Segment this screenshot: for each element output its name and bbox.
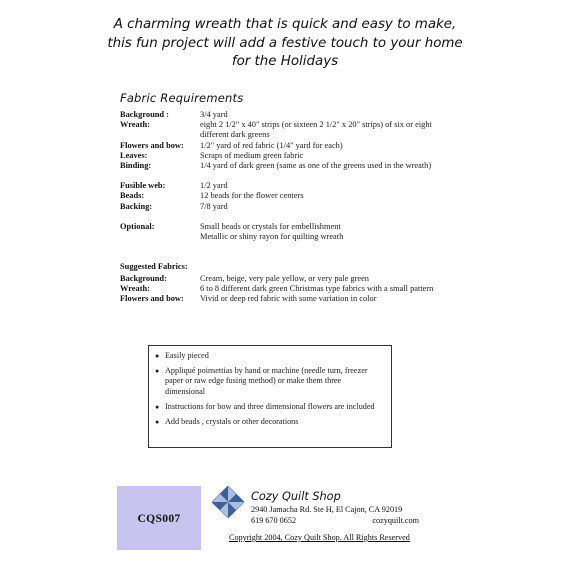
requirement-row (120, 151, 450, 161)
suggested-value: 6 to 8 different dark green Christmas type fabrics with a small pattern (200, 284, 434, 294)
requirement-value: Scraps of medium green fabric (200, 150, 304, 160)
feature-item (155, 417, 383, 427)
requirement-row (120, 181, 450, 191)
bullet-icon: ● (155, 402, 160, 411)
feature-item (155, 402, 383, 412)
bullet-icon: ● (155, 418, 160, 427)
requirement-row (120, 161, 450, 171)
feature-text: Appliqué poinsettias by hand or machine (needle turn, freezer paper or raw edge fusing method) or make them three dimensional (165, 366, 368, 396)
feature-text: Instructions for bow and three dimensional flowers are included (165, 401, 375, 411)
headline-line-2: this fun project will add a festive touch to your home (107, 35, 463, 51)
headline-line-3: for the Holidays (231, 54, 339, 70)
suggested-label: Background: (120, 274, 167, 283)
suggested-fabrics-title: Suggested Fabrics: (120, 262, 188, 271)
requirement-label: Leaves: (120, 150, 148, 160)
suggested-value: Cream, beige, very pale yellow, or very pale green (200, 274, 369, 283)
optional-row (120, 222, 450, 242)
requirement-row (120, 141, 450, 151)
features-box (148, 345, 392, 448)
suggested-label: Flowers and bow: (120, 294, 184, 304)
requirement-value: 12 beads for the flower centers (200, 191, 304, 201)
diamond-quilt-block-icon (212, 486, 244, 518)
suggested-label: Wreath: (120, 284, 150, 294)
copyright-notice: Copyright 2004, Cozy Quilt Shop. All Rights Reserved (229, 533, 410, 542)
features-list (155, 351, 383, 427)
requirement-label: Fusible web: (120, 181, 166, 191)
requirement-label: Beads: (120, 191, 145, 201)
optional-label: Optional: (120, 221, 155, 231)
requirement-value: 1/2 yard (200, 181, 228, 191)
feature-text: Easily pieced (165, 351, 209, 360)
requirement-row (120, 110, 450, 120)
product-code: CQS007 (137, 511, 181, 525)
feature-item (155, 366, 383, 397)
shop-address: 2940 Jamacha Rd. Ste H, El Cajon, CA 92019 (251, 505, 403, 514)
requirement-row (120, 202, 450, 212)
requirement-value: 7/8 yard (200, 201, 228, 211)
optional-value (200, 222, 450, 242)
requirement-value: 1/2" yard of red fabric (1/4" yard for each) (200, 140, 343, 150)
suggested-row (120, 294, 450, 304)
suggested-row (120, 284, 450, 294)
shop-phone: 619 670 0652 (251, 516, 297, 525)
requirement-label: Flowers and bow: (120, 140, 184, 150)
product-code-box (117, 486, 201, 550)
headline (0, 16, 570, 72)
shop-name: Cozy Quilt Shop (251, 490, 341, 503)
contact-line (251, 516, 441, 525)
requirement-value: 1/4 yard of dark green (same as one of the greens used in the wreath) (200, 161, 432, 171)
bullet-icon: ● (155, 352, 160, 360)
shop-website-link[interactable]: cozyquilt.com (372, 516, 419, 525)
suggested-row (120, 274, 450, 284)
requirement-value: eight 2 1/2" x 40" strips (or sixteen 2 1/2" x 20" strips) of six or eight different dark greens (200, 120, 432, 140)
requirement-row (120, 191, 450, 201)
bullet-icon: ● (155, 367, 160, 376)
requirement-value: 3/4 yard (200, 110, 228, 119)
headline-line-1: A charming wreath that is quick and easy to make, (113, 17, 457, 32)
feature-text: Add beads , crystals or other decorations (165, 417, 299, 427)
fabric-requirements-table (120, 110, 450, 242)
suggested-fabrics-table (120, 274, 450, 305)
requirement-label: Background : (120, 110, 169, 119)
optional-line: Small beads or crystals for embellishment (200, 221, 341, 231)
requirement-label: Binding: (120, 161, 152, 171)
requirement-row (120, 120, 450, 140)
suggested-value: Vivid or deep red fabric with some variation in color (200, 294, 377, 304)
requirement-label: Backing: (120, 201, 153, 211)
requirement-label: Wreath: (120, 120, 150, 130)
fabric-requirements-title: Fabric Requirements (120, 91, 244, 105)
feature-item (155, 351, 383, 361)
optional-line: Metallic or shiny rayon for quilting wreath (200, 232, 344, 242)
